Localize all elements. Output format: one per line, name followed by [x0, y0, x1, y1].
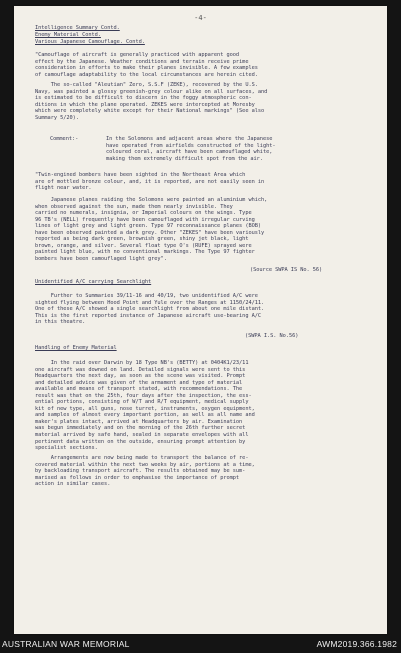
text-line: have been observed painted a dark grey. Other "ZEKES" have been variously	[35, 229, 265, 236]
text-line: Arrangements are now being made to transport the balance of re-	[35, 455, 249, 461]
text-line: Japanese planes raiding the Solomons were painted an aluminium which,	[35, 197, 268, 203]
text-line: Further to Summaries 39/11-16 and 40/19, two unidentified A/C were	[35, 293, 258, 299]
text-line: effect by the Japanese. Weather conditions and terrain receive prime	[35, 58, 249, 65]
text-line: carried no numerals, insignia, or Imperial colours on the wings. Type	[35, 210, 252, 217]
text-line: making them extremely difficult spot from the air.	[106, 155, 263, 162]
paragraph-camouflage-intro	[35, 52, 258, 78]
heading-searchlight: Unidentified A/C carrying Searchlight	[35, 279, 152, 285]
text-line: sighted flying between Hood Point and Yule over the Ranges at 1150/24/11.	[35, 299, 265, 306]
text-line: kit of new type, all guns, nose turret, instruments, oxygen equipment,	[35, 405, 255, 412]
text-line: "Camouflage of aircraft is generally practiced with apparent good	[35, 52, 240, 58]
source-reference-1: (Source SWPA IS No. 56)	[250, 267, 323, 273]
text-line: lines of light grey and light green. Type 97 reconnaissance planes (BOB)	[35, 223, 262, 230]
text-line: flight near water.	[35, 185, 92, 192]
paragraph-solomons-planes	[35, 197, 267, 262]
footer-institution: AUSTRALIAN WAR MEMORIAL	[2, 639, 130, 649]
text-line: painted light blue, with no conventional markings. The Type 97 fighter	[35, 249, 255, 256]
text-line: is estimated to be difficult to discern in the foggy atmospheric con-	[35, 95, 252, 102]
text-line: brown, orange, and silver. Several float type O's (RUFE) sprayed were	[35, 242, 252, 249]
paragraph-aleutian-zero	[35, 82, 267, 121]
text-line: In the Solomons and adjacent areas where the Japanese	[106, 136, 273, 142]
heading-camouflage: Various Japanese Camouflage. Contd.	[35, 39, 145, 45]
text-line: available and means of transport stated, with recommendations. The	[35, 386, 243, 393]
text-line: ditions in which the plane operated. ZEKES were intercepted at Moresby	[35, 101, 255, 108]
document-page	[14, 6, 387, 634]
text-line: This is the first reported instance of Japanese aircraft use-bearing A/C	[35, 312, 262, 319]
source-reference-2: (SWPA I.S. No.56)	[245, 333, 299, 339]
text-line: ential portions, consisting of W/T and R/T equipment, medical supply	[35, 399, 249, 406]
text-line: are of mottled bronze colour, and, it is reported, are not easily seen in	[35, 178, 265, 185]
paragraph-searchlight	[35, 293, 264, 326]
text-line: Summary 5/20).	[35, 114, 79, 121]
text-line: One of these A/C showed a single searchlight from about one mile distant.	[35, 306, 265, 313]
paragraph-twin-engined-bombers	[35, 172, 264, 192]
text-line: specialist sections.	[35, 445, 98, 452]
text-line: Headquarters the next day, as soon as the scene was visited. Prompt	[35, 373, 246, 380]
footer-accession-number: AWM2019.366.1982	[316, 639, 397, 649]
text-line: coloured coral, aircraft have been camouflaged white,	[106, 149, 273, 156]
text-line: material arrived by safe hand, sealed in separate envelopes with all	[35, 432, 249, 439]
text-line: by backloading transport aircraft. The results obtained may be sum-	[35, 468, 246, 475]
text-line: In the raid over Darwin by 18 Type NB's (BETTY) at 0404K1/23/11	[35, 360, 249, 366]
text-line: when observed against the sun, made them nearly invisible. They	[35, 203, 233, 210]
text-line: have operated from airfields constructed of the light-	[106, 142, 276, 149]
text-line: "Twin-engined bombers have been sighted in the Northeast Area which	[35, 172, 246, 178]
text-line: bombers have been camouflaged light grey".	[35, 255, 167, 262]
text-line: The so-called "Aleutian" Zero, S.S.F (ZEKE), recovered by the U.S.	[35, 82, 258, 88]
text-line: was begun immediately and on the morning of the 26th further secret	[35, 425, 246, 432]
paragraph-arrangements	[35, 455, 255, 488]
comment-paragraph	[106, 136, 276, 162]
text-line: of camouflage adaptability to the local circumstances are herein cited.	[35, 71, 258, 78]
text-line: covered material within the next two weeks by air, portions at a time,	[35, 461, 255, 468]
text-line: result was that on the 25th, four days after the inspection, the ess-	[35, 392, 252, 399]
text-line: one aircraft was downed on land. Detailed signals were sent to this	[35, 366, 246, 373]
text-line: in this theatre.	[35, 319, 86, 326]
text-line: 96 TB's (NELL) frequently have been camouflaged with irregular curving	[35, 216, 255, 223]
text-line: Navy, was painted a glossy greenish-grey colour alike on all surfaces, and	[35, 88, 268, 95]
text-line: and detailed advice was given of the armament and type of material	[35, 379, 243, 386]
text-line: marised as follows in order to emphasise the importance of prompt	[35, 474, 240, 481]
heading-handling-enemy-material: Handling of Enemy Material	[35, 345, 117, 351]
heading-enemy-material: Enemy Material Contd.	[35, 32, 101, 38]
text-line: which were completely white except for their National markings" (See also	[35, 108, 265, 115]
comment-label: Comment:-	[50, 136, 79, 142]
text-line: action in similar cases.	[35, 481, 111, 488]
heading-intelligence-summary: Intelligence Summary Contd.	[35, 25, 120, 31]
text-line: maker's plates intact, arrived at Headquarters by air. Examination	[35, 418, 243, 425]
text-line: pertinent data written on the outside, ensuring prompt attention by	[35, 438, 246, 445]
text-line: and samples of almost every important portion, as well as all name and	[35, 412, 255, 419]
text-line: consideration in efforts to make their planes invisible. A few examples	[35, 65, 258, 72]
paragraph-darwin-raid	[35, 360, 255, 452]
page-number: -4-	[194, 14, 207, 22]
text-line: reported as being dark green, brownish green, shiny jet black, light	[35, 236, 249, 243]
